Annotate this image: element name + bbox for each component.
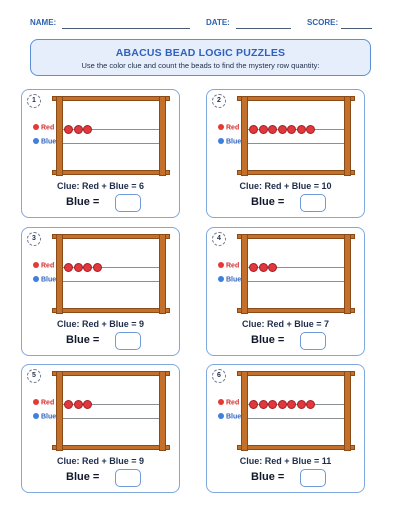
answer-label: Blue =	[66, 196, 100, 208]
red-bead	[74, 125, 83, 134]
puzzle-number: 2	[212, 94, 226, 108]
puzzle-card-6	[206, 364, 365, 493]
abacus-frame	[52, 96, 170, 176]
answer-label: Blue =	[251, 471, 285, 483]
blue-dot-icon	[218, 276, 224, 282]
blue-rod	[63, 143, 159, 144]
blue-dot-icon	[33, 138, 39, 144]
answer-label: Blue =	[66, 334, 100, 346]
puzzle-card-1	[21, 89, 180, 218]
red-beads	[249, 263, 278, 272]
red-bead	[268, 263, 277, 272]
abacus-frame	[52, 371, 170, 451]
answer-box[interactable]	[115, 194, 141, 212]
worksheet-title: ABACUS BEAD LOGIC PUZZLES	[115, 47, 286, 59]
legend-blue: Blue	[33, 276, 56, 284]
answer-box[interactable]	[115, 332, 141, 350]
abacus-frame	[237, 234, 355, 314]
red-bead	[259, 125, 268, 134]
red-dot-icon	[33, 262, 39, 268]
clue-text: Clue: Red + Blue = 9	[56, 319, 145, 329]
red-dot-icon	[33, 399, 39, 405]
date-label: DATE:	[206, 18, 230, 27]
red-bead	[64, 263, 73, 272]
puzzle-card-4	[206, 227, 365, 356]
red-bead	[259, 263, 268, 272]
legend-red: Red	[218, 262, 239, 270]
worksheet-instructions: Use the color clue and count the beads to find the mystery row quantity:	[81, 61, 320, 70]
red-bead	[287, 400, 296, 409]
red-bead	[64, 400, 73, 409]
red-bead	[249, 125, 258, 134]
puzzle-card-5	[21, 364, 180, 493]
red-bead	[83, 263, 92, 272]
abacus-frame	[237, 371, 355, 451]
red-dot-icon	[218, 262, 224, 268]
blue-rod	[248, 281, 344, 282]
red-bead	[83, 400, 92, 409]
puzzle-number: 1	[27, 94, 41, 108]
worksheet-header	[30, 12, 372, 32]
red-beads	[249, 400, 316, 409]
clue-text: Clue: Red + Blue = 11	[239, 456, 332, 466]
red-beads	[64, 400, 93, 409]
title-banner	[30, 39, 371, 76]
date-line[interactable]	[236, 28, 291, 29]
clue-text: Clue: Red + Blue = 6	[56, 181, 145, 191]
red-bead	[306, 400, 315, 409]
answer-box[interactable]	[115, 469, 141, 487]
blue-rod	[248, 143, 344, 144]
red-bead	[268, 125, 277, 134]
red-bead	[74, 263, 83, 272]
answer-label: Blue =	[251, 334, 285, 346]
blue-rod	[63, 418, 159, 419]
legend-red: Red	[33, 124, 54, 132]
red-bead	[83, 125, 92, 134]
legend-red: Red	[33, 262, 54, 270]
clue-text: Clue: Red + Blue = 9	[56, 456, 145, 466]
score-line[interactable]	[341, 28, 372, 29]
red-bead	[249, 400, 258, 409]
legend-blue: Blue	[218, 276, 241, 284]
red-bead	[278, 125, 287, 134]
answer-box[interactable]	[300, 332, 326, 350]
blue-dot-icon	[33, 276, 39, 282]
red-bead	[278, 400, 287, 409]
answer-label: Blue =	[66, 471, 100, 483]
blue-dot-icon	[33, 413, 39, 419]
red-beads	[249, 125, 316, 134]
red-beads	[64, 125, 93, 134]
clue-text: Clue: Red + Blue = 10	[239, 181, 332, 191]
red-bead	[287, 125, 296, 134]
blue-rod	[248, 418, 344, 419]
puzzle-card-3	[21, 227, 180, 356]
legend-blue: Blue	[33, 413, 56, 421]
puzzle-number: 6	[212, 369, 226, 383]
red-bead	[268, 400, 277, 409]
score-label: SCORE:	[307, 18, 339, 27]
red-dot-icon	[218, 399, 224, 405]
red-bead	[259, 400, 268, 409]
answer-box[interactable]	[300, 469, 326, 487]
legend-blue: Blue	[218, 413, 241, 421]
answer-box[interactable]	[300, 194, 326, 212]
puzzle-number: 5	[27, 369, 41, 383]
puzzle-number: 4	[212, 232, 226, 246]
answer-label: Blue =	[251, 196, 285, 208]
blue-rod	[63, 281, 159, 282]
legend-blue: Blue	[218, 138, 241, 146]
red-beads	[64, 263, 102, 272]
red-dot-icon	[218, 124, 224, 130]
red-bead	[306, 125, 315, 134]
red-bead	[249, 263, 258, 272]
legend-red: Red	[33, 399, 54, 407]
puzzle-card-2	[206, 89, 365, 218]
blue-dot-icon	[218, 413, 224, 419]
clue-text: Clue: Red + Blue = 7	[241, 319, 330, 329]
blue-dot-icon	[218, 138, 224, 144]
abacus-frame	[237, 96, 355, 176]
legend-red: Red	[218, 399, 239, 407]
red-bead	[297, 400, 306, 409]
puzzle-number: 3	[27, 232, 41, 246]
legend-red: Red	[218, 124, 239, 132]
abacus-frame	[52, 234, 170, 314]
name-line[interactable]	[62, 28, 190, 29]
name-label: NAME:	[30, 18, 57, 27]
red-bead	[74, 400, 83, 409]
legend-blue: Blue	[33, 138, 56, 146]
red-bead	[64, 125, 73, 134]
red-bead	[297, 125, 306, 134]
red-bead	[93, 263, 102, 272]
red-dot-icon	[33, 124, 39, 130]
